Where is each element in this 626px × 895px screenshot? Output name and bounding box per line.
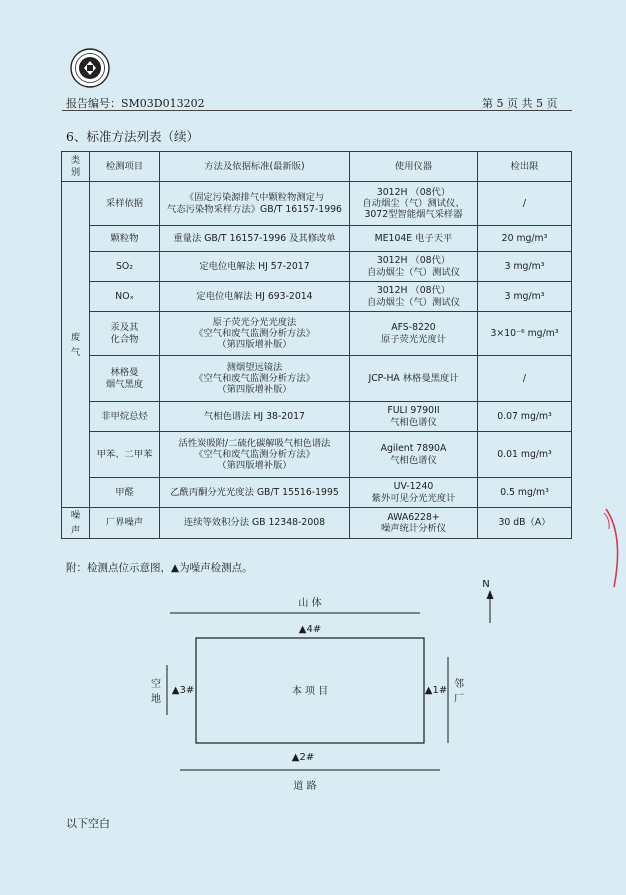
institution-seal-icon xyxy=(70,48,110,88)
instrument-cell: AFS-8220 原子荧光光度计 xyxy=(350,312,478,356)
table-row xyxy=(62,478,572,508)
monitoring-point-diagram xyxy=(140,575,500,800)
table-row xyxy=(62,356,572,402)
point-4-label: ▲4# xyxy=(298,624,322,635)
point-2-label: ▲2# xyxy=(291,752,315,763)
table-row xyxy=(62,182,572,226)
limit-cell: 3×10⁻⁶ mg/m³ xyxy=(478,312,572,356)
instrument-cell: Agilent 7890A 气相色谱仪 xyxy=(350,432,478,478)
header-item: 检测项目 xyxy=(90,152,160,182)
instrument-cell: 3012H （08代） 自动烟尘（气）测试仪、 3072型智能烟气采样器 xyxy=(350,182,478,226)
limit-cell: / xyxy=(478,182,572,226)
top-label: 山 体 xyxy=(298,598,322,609)
limit-cell: 20 mg/m³ xyxy=(478,226,572,252)
item-cell: 厂界噪声 xyxy=(90,508,160,539)
method-cell: 连续等效积分法 GB 12348-2008 xyxy=(160,508,350,539)
limit-cell: 0.07 mg/m³ xyxy=(478,402,572,432)
table-row xyxy=(62,312,572,356)
header-instrument: 使用仪器 xyxy=(350,152,478,182)
item-cell: 颗粒物 xyxy=(90,226,160,252)
header-divider xyxy=(62,110,572,111)
table-row xyxy=(62,508,572,539)
left-label-2: 地 xyxy=(151,694,161,705)
item-cell: 甲醛 xyxy=(90,478,160,508)
method-cell: 《固定污染源排气中颗粒物测定与 气态污染物采样方法》GB/T 16157-1996 xyxy=(160,182,350,226)
section-title: 6、标准方法列表（续） xyxy=(66,129,199,144)
instrument-cell: 3012H （08代） 自动烟尘（气）测试仪 xyxy=(350,252,478,282)
limit-cell: 3 mg/m³ xyxy=(478,282,572,312)
methods-table xyxy=(61,151,572,539)
header-category: 类别 xyxy=(62,152,90,182)
instrument-cell: JCP-HA 林格曼黑度计 xyxy=(350,356,478,402)
category-waste-gas: 废 气 xyxy=(62,182,90,508)
item-cell: NOₓ xyxy=(90,282,160,312)
table-row xyxy=(62,252,572,282)
limit-cell: 0.5 mg/m³ xyxy=(478,478,572,508)
point-3-label: ▲3# xyxy=(171,685,195,696)
limit-cell: 3 mg/m³ xyxy=(478,252,572,282)
instrument-cell: UV-1240 紫外可见分光光度计 xyxy=(350,478,478,508)
table-row xyxy=(62,282,572,312)
method-cell: 乙酰丙酮分光光度法 GB/T 15516-1995 xyxy=(160,478,350,508)
method-cell: 气相色谱法 HJ 38-2017 xyxy=(160,402,350,432)
instrument-cell: ME104E 电子天平 xyxy=(350,226,478,252)
end-marker: 以下空白 xyxy=(66,817,110,830)
table-row xyxy=(62,432,572,478)
item-cell: 汞及其 化合物 xyxy=(90,312,160,356)
item-cell: 甲苯、二甲苯 xyxy=(90,432,160,478)
header-method: 方法及依据标准(最新版) xyxy=(160,152,350,182)
north-arrow-icon xyxy=(487,590,494,623)
seal-edge-mark xyxy=(596,505,626,595)
instrument-cell: AWA6228+ 噪声统计分析仪 xyxy=(350,508,478,539)
page-info: 第 5 页 共 5 页 xyxy=(482,97,558,110)
point-1-label: ▲1# xyxy=(424,685,448,696)
method-cell: 活性炭吸附/二硫化碳解吸气相色谱法 《空气和废气监测分析方法》 （第四版增补版） xyxy=(160,432,350,478)
instrument-cell: 3012H （08代） 自动烟尘（气）测试仪 xyxy=(350,282,478,312)
limit-cell: / xyxy=(478,356,572,402)
diagram-note: 附：检测点位示意图，▲为噪声检测点。 xyxy=(66,562,253,574)
limit-cell: 0.01 mg/m³ xyxy=(478,432,572,478)
report-number: 报告编号：SM03D013202 xyxy=(66,97,205,110)
item-cell: SO₂ xyxy=(90,252,160,282)
north-label: N xyxy=(482,579,490,590)
table-header-row xyxy=(62,152,572,182)
method-cell: 测烟望远镜法 《空气和废气监测分析方法》 （第四版增补版） xyxy=(160,356,350,402)
table-row xyxy=(62,226,572,252)
instrument-cell: FULI 9790II 气相色谱仪 xyxy=(350,402,478,432)
method-cell: 定电位电解法 HJ 693-2014 xyxy=(160,282,350,312)
left-label-1: 空 xyxy=(151,679,161,690)
method-cell: 重量法 GB/T 16157-1996 及其修改单 xyxy=(160,226,350,252)
method-cell: 原子荧光分光光度法 《空气和废气监测分析方法》 （第四版增补版） xyxy=(160,312,350,356)
right-label-1: 邻 xyxy=(454,679,464,690)
category-noise: 噪 声 xyxy=(62,508,90,539)
right-label-2: 厂 xyxy=(454,694,464,705)
table-row xyxy=(62,402,572,432)
bottom-label: 道 路 xyxy=(293,781,317,792)
item-cell: 林格曼 烟气黑度 xyxy=(90,356,160,402)
header-limit: 检出限 xyxy=(478,152,572,182)
project-label: 本 项 目 xyxy=(291,686,329,697)
item-cell: 采样依据 xyxy=(90,182,160,226)
item-cell: 非甲烷总烃 xyxy=(90,402,160,432)
method-cell: 定电位电解法 HJ 57-2017 xyxy=(160,252,350,282)
limit-cell: 30 dB（A） xyxy=(478,508,572,539)
